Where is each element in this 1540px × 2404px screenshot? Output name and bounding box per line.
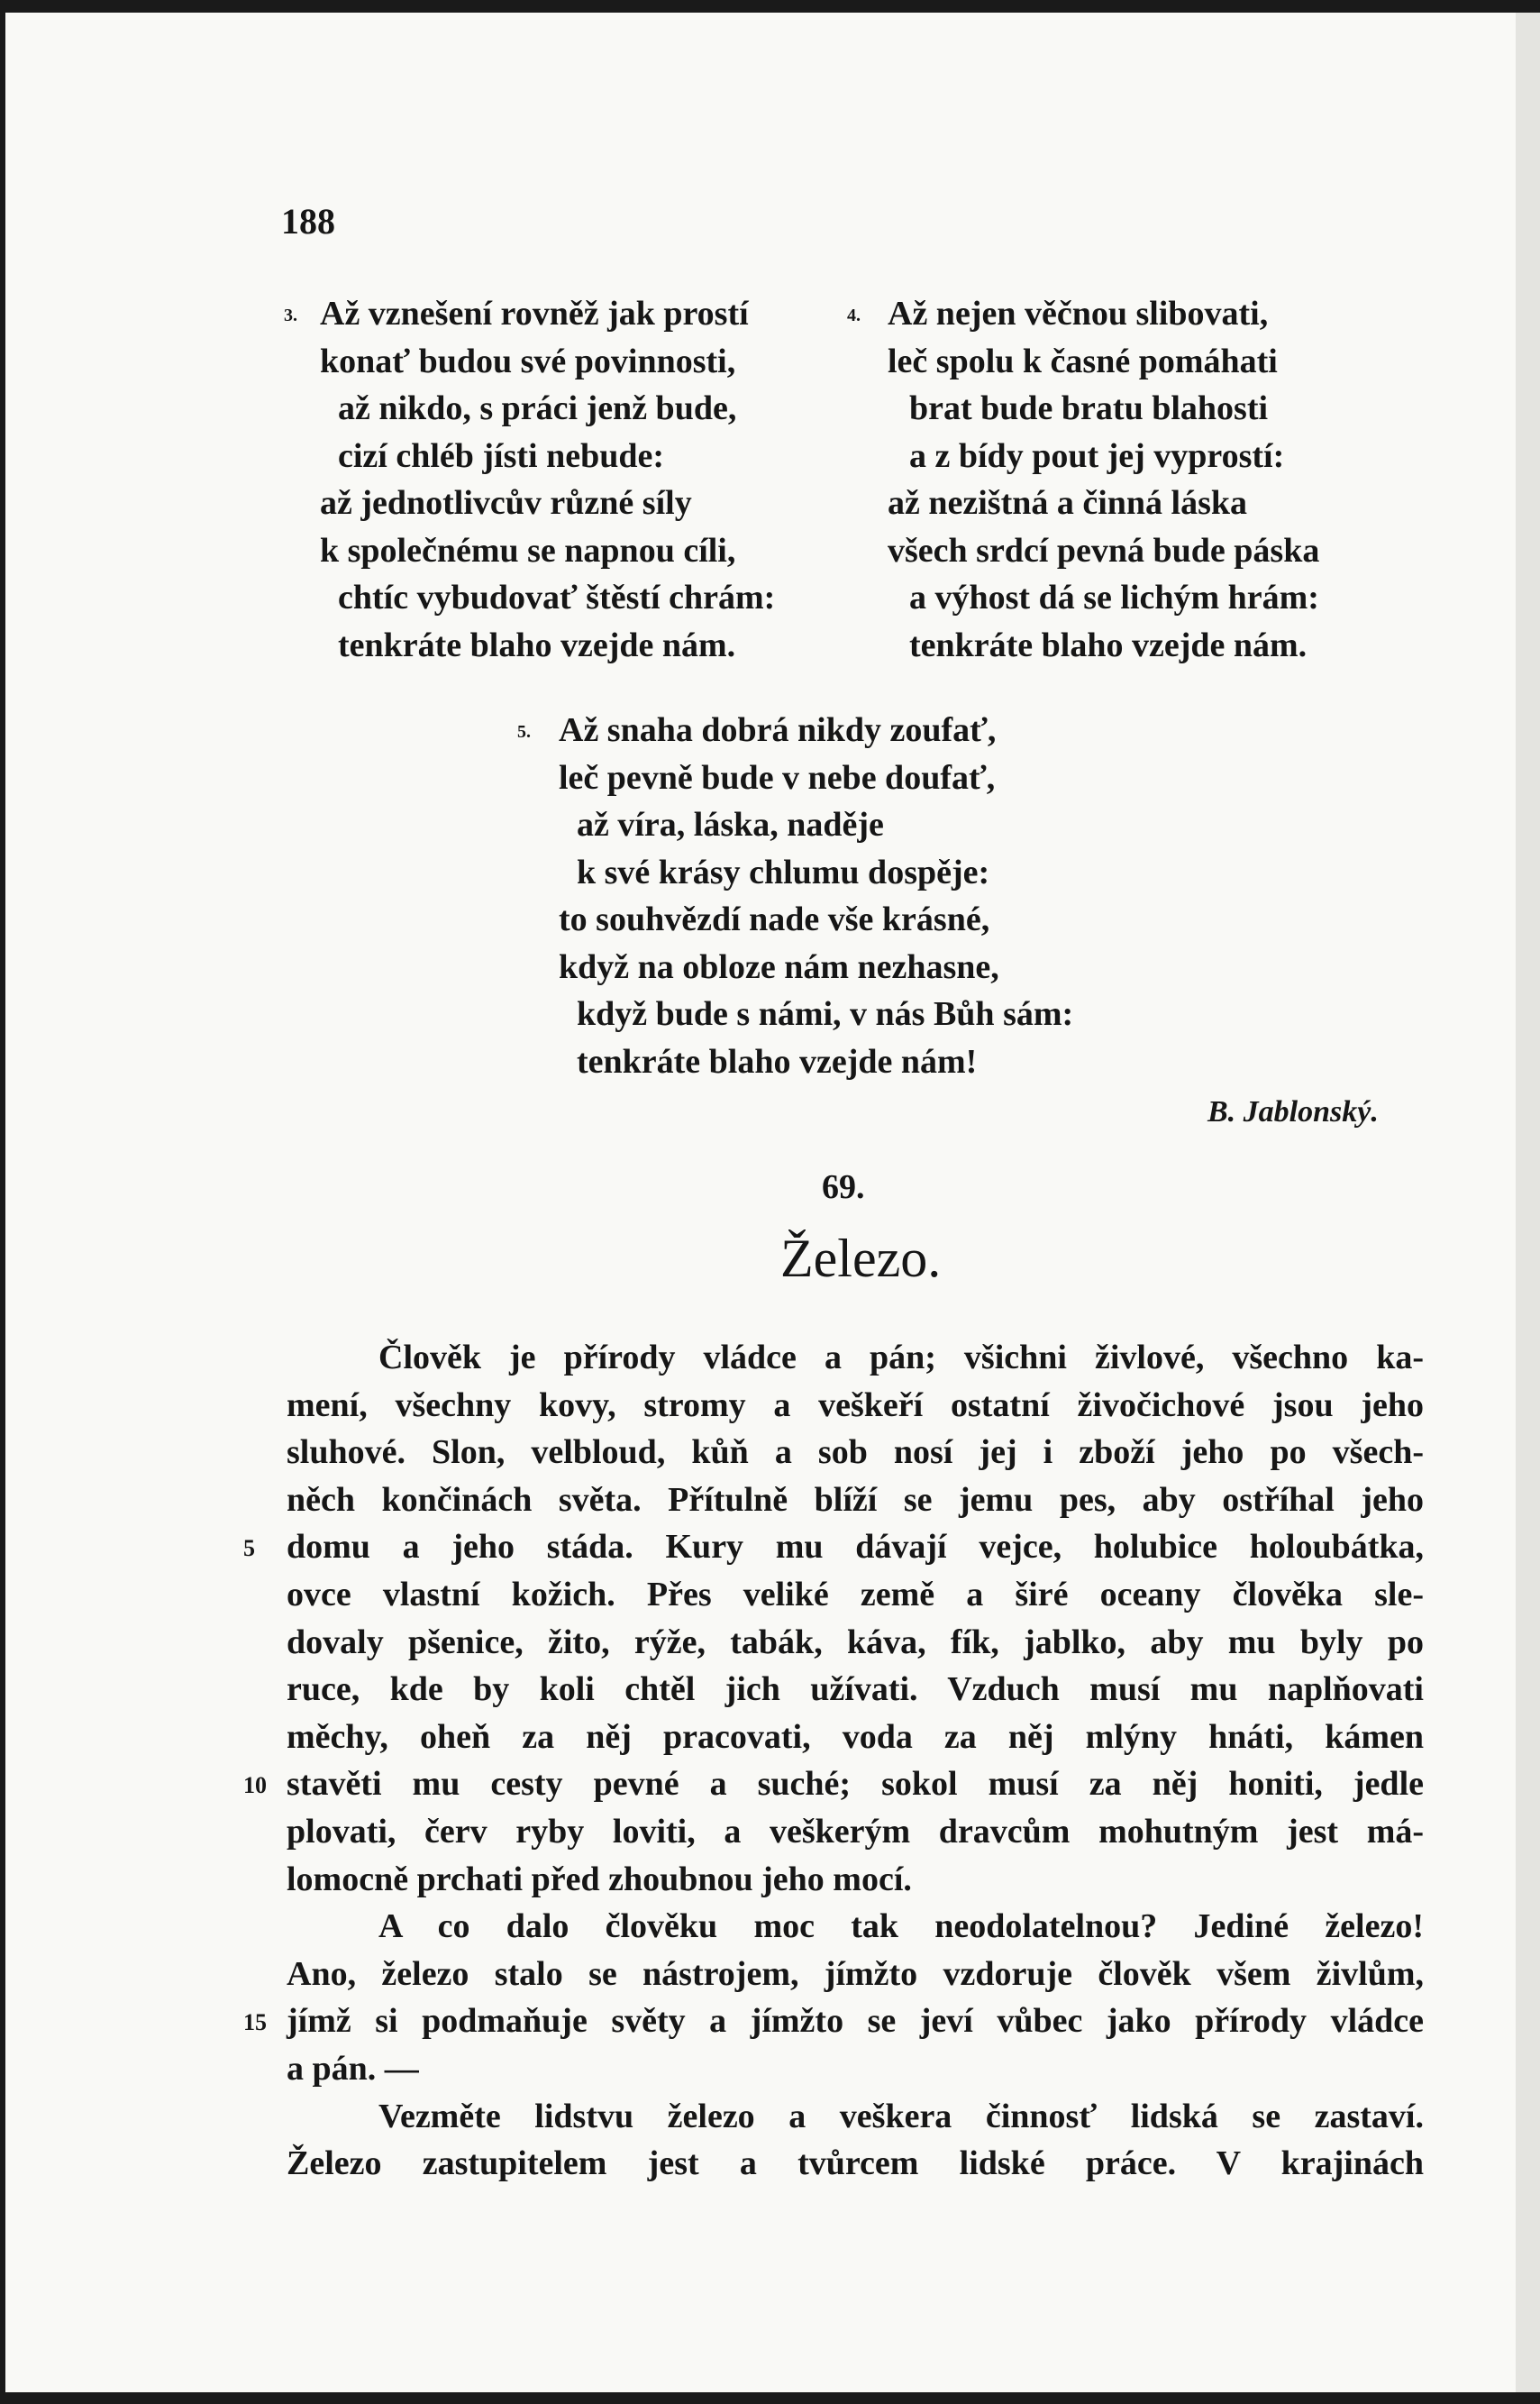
poem-line: brat bude bratu blahosti [909,389,1269,427]
poem-line: a z bídy pout jej vyprostí: [909,436,1285,475]
poem-line: až nezištná a činná láska [888,484,1248,522]
poem-line: až jednotlivcův různé síly [320,484,692,522]
prose-line-text: plovati, červ ryby loviti, a veškerým dravcům mohutným jest má- [287,1812,1424,1851]
section-title: Železo. [780,1229,942,1288]
poem-line: a výhost dá se lichým hrám: [909,579,1319,617]
prose-line-text: ovce vlastní kožich. Přes veliké země a širé oceany člověka sle- [287,1575,1424,1613]
prose-line [287,1382,1424,1430]
prose-line-text: Ano, železo stalo se nástrojem, jímžto vzdoruje člověk všem živlům, [287,1954,1424,1993]
prose-line [287,1619,1424,1667]
stanza-4 [847,290,1320,669]
poem-line: leč spolu k časné pomáhati [888,342,1278,380]
poem-line: cizí chléb jísti nebude: [338,436,665,475]
prose-line-text: dovaly pšenice, žito, rýže, tabák, káva, fík, jablko, aby mu byly po [287,1622,1424,1661]
prose-line-text: lomocně prchati před zhoubnou jeho mocí. [287,1860,912,1898]
prose-line [287,1714,1424,1761]
stanza-5 [517,707,1074,1085]
prose-line-text: mení, všechny kovy, stromy a veškeří ostatní živočichové jsou jeho [287,1385,1424,1424]
prose-line [287,1334,1424,1382]
prose-line-text: měchy, oheň za něj pracovati, voda za něj mlýny hnáti, kámen [287,1717,1424,1756]
poem-line: to souhvězdí nade vše krásné, [559,900,990,938]
page-number: 188 [281,201,335,242]
stanza-number: 3. [284,306,297,325]
poem-line: až nikdo, s práci jenž bude, [338,389,737,427]
line-number-marker: 15 [243,2009,267,2036]
author-signature: B. Jablonský. [1207,1095,1379,1129]
prose-line-text: Vezměte lidstvu železo a veškera činnosť lidská se zastaví. [378,2097,1424,2135]
poem-line: až víra, láska, naděje [577,806,884,844]
stanza-number: 5. [517,722,531,742]
prose-line [287,1476,1424,1524]
poem-line: tenkráte blaho vzejde nám! [577,1042,978,1081]
prose-line [287,1808,1424,1856]
page-edge [1516,13,1540,2392]
prose-line [243,1997,1424,2045]
poem-line: tenkráte blaho vzejde nám. [909,626,1308,664]
prose-line [287,1951,1424,1998]
line-number-marker: 10 [243,1772,267,1799]
prose-line-text: ruce, kde by koli chtěl jich užívati. Vzduch musí mu naplňovati [287,1670,1424,1709]
poem-line: k své krásy chlumu dospěje: [577,853,990,891]
prose-line [287,1856,1424,1904]
poem-line: chtíc vybudovať štěstí chrám: [338,579,776,617]
poem-line: leč pevně bude v nebe doufať, [559,758,996,797]
prose-line [287,1666,1424,1714]
line-number-marker: 5 [243,1535,255,1562]
poem-line: k společnému se napnou cíli, [320,531,736,570]
poem-line: když bude s námi, v nás Bůh sám: [577,995,1074,1033]
prose-line [243,1523,1424,1571]
prose-line-text: Železo zastupitelem jest a tvůrcem lidské práce. V krajinách [287,2144,1424,2183]
prose-line-text: sluhové. Slon, velbloud, kůň a sob nosí jej i zboží jeho po všech- [287,1433,1424,1472]
poem-line: 4. Až nejen věčnou slibovati, [888,290,1319,338]
prose-line-text: stavěti mu cesty pevné a suché; sokol musí za něj honiti, jedle [287,1765,1424,1804]
prose-line-text: jímž si podmaňuje světy a jímžto se jeví vůbec jako přírody vládce [287,2002,1424,2041]
poem-line: 3. Až vznešení rovněž jak prostí [320,290,757,338]
prose-line [287,1903,1424,1951]
poem-line: všech srdcí pevná bude páska [888,531,1320,570]
prose-body [243,1334,1424,2188]
prose-line-text: domu a jeho stáda. Kury mu dávají vejce, holubice holoubátka, [287,1528,1424,1567]
prose-line-text: a pán. — [287,2049,419,2088]
poem-line: 5. Až snaha dobrá nikdy zoufať, [559,707,1055,754]
prose-line [287,1571,1424,1619]
prose-line-text: Člověk je přírody vládce a pán; všichni živlové, všechno ka- [378,1339,1424,1376]
prose-line [287,2140,1424,2188]
poem-line: konať budou své povinnosti, [320,342,736,380]
prose-line [243,1760,1424,1808]
poem-line: když na obloze nám nezhasne, [559,947,999,986]
poem-line: tenkráte blaho vzejde nám. [338,626,736,664]
section-number: 69. [822,1168,865,1206]
prose-line [287,2093,1424,2141]
prose-line-text: něch končinách světa. Přítulně blíží se jemu pes, aby ostříhal jeho [287,1480,1424,1519]
prose-line [287,1429,1424,1476]
stanza-3 [284,290,776,669]
prose-line-text: A co dalo člověku moc tak neodolatelnou? Jediné železo! [378,1907,1424,1946]
prose-line [287,2045,1424,2093]
stanza-number: 4. [847,306,861,325]
